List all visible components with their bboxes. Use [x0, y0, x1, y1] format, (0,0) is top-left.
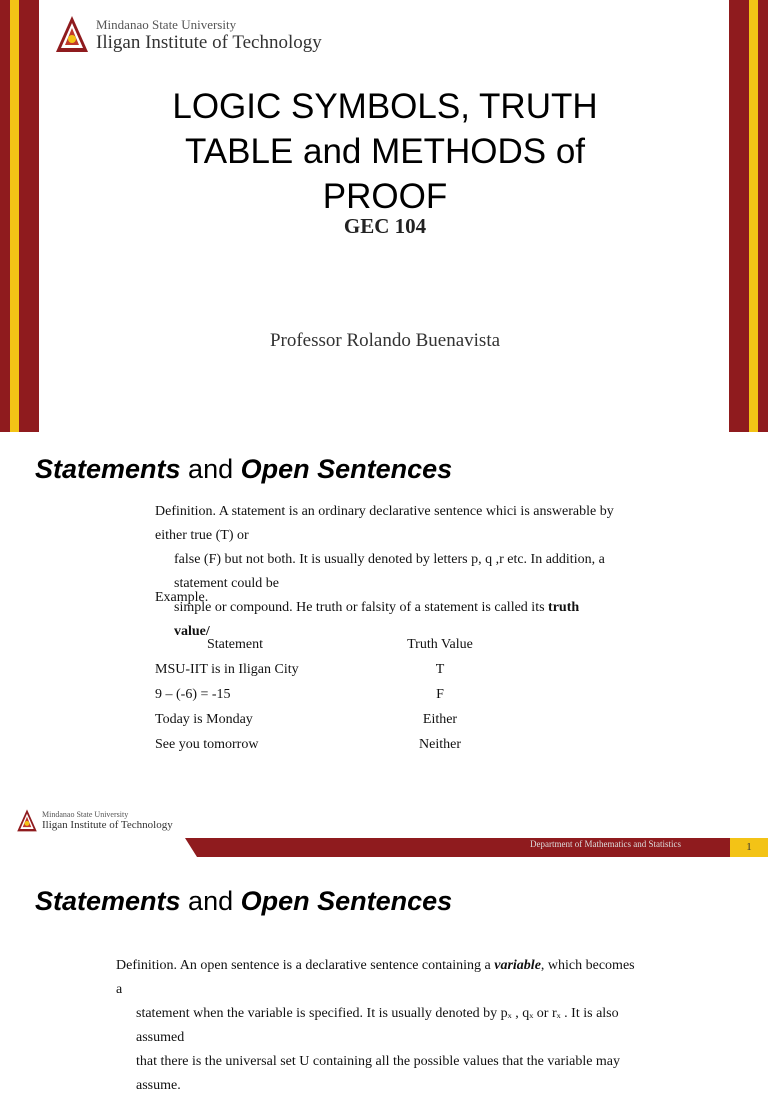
- msu-iit-seal-icon: [16, 808, 38, 834]
- definition-line-3: that there is the universal set U containing all the possible values that the variable may assume.: [136, 1054, 621, 1093]
- definition-line-1-suffix: , which becomes a: [116, 958, 635, 997]
- page-title: [60, 84, 710, 219]
- left-gold-stripe: [10, 0, 19, 432]
- heading-and: and: [180, 886, 241, 916]
- header-truth-value: Truth Value: [407, 636, 473, 652]
- table-row: [155, 682, 475, 707]
- footer-university-name: Mindanao State University: [42, 810, 129, 819]
- footer-logo: [16, 808, 173, 834]
- heading-statements: Statements: [35, 886, 181, 916]
- right-maroon-stripe-inner: [729, 0, 749, 432]
- heading-statements: Statements: [35, 454, 181, 484]
- footer-institute-name: Iligan Institute of Technology: [42, 819, 173, 831]
- row-statement: See you tomorrow: [155, 736, 259, 752]
- row-statement: 9 – (-6) = -15: [155, 686, 231, 702]
- variable-term: variable: [494, 958, 541, 973]
- definition-line-2: statement when the variable is specified. It is usually denoted by pₓ , qₓ or rₓ . It is also assumed: [136, 1006, 619, 1045]
- row-truth-value: Either: [422, 711, 458, 727]
- heading-open-sentences: Open Sentences: [240, 886, 453, 916]
- definition-line-1: [116, 954, 636, 1002]
- header-statement: Statement: [207, 636, 263, 652]
- open-sentence-definition: [116, 954, 636, 1098]
- title-line-1: LOGIC SYMBOLS, TRUTH: [172, 87, 598, 126]
- definition-line-1-prefix: Definition. An open sentence is a declarative sentence containing a: [116, 958, 495, 973]
- title-line-3: PROOF: [322, 177, 448, 216]
- left-maroon-stripe: [0, 0, 10, 432]
- title-slide: [0, 0, 768, 432]
- definition-line-3-text: simple or compound. He truth or falsity of a statement is called its: [174, 600, 549, 615]
- statements-slide: [0, 432, 768, 864]
- university-logo: [54, 14, 322, 56]
- author-name: Professor Rolando Buenavista: [269, 330, 501, 351]
- example-label: Example.: [155, 590, 209, 605]
- table-header-row: [155, 632, 475, 657]
- table-row: [155, 707, 475, 732]
- title-line-2: TABLE and METHODS of: [184, 132, 586, 171]
- slide-heading: [35, 454, 452, 485]
- left-maroon-stripe-inner: [19, 0, 39, 432]
- truth-value-term: truth value/: [174, 600, 580, 639]
- institute-name: Iligan Institute of Technology: [96, 32, 322, 53]
- row-truth-value: F: [436, 686, 444, 702]
- right-gold-stripe: [749, 0, 758, 432]
- footer-department: Department of Mathematics and Statistics: [530, 839, 681, 849]
- row-truth-value: T: [435, 661, 445, 677]
- open-sentences-slide: [0, 864, 768, 1093]
- heading-and: and: [180, 454, 241, 484]
- page-number: 1: [730, 838, 768, 857]
- slide-heading: [35, 886, 452, 917]
- msu-iit-seal-icon: [54, 14, 90, 56]
- table-row: [155, 657, 475, 682]
- truth-value-table: [155, 632, 475, 757]
- row-statement: Today is Monday: [155, 711, 253, 727]
- row-truth-value: Neither: [419, 736, 461, 752]
- right-maroon-stripe: [758, 0, 768, 432]
- heading-open-sentences: Open Sentences: [240, 454, 453, 484]
- table-row: [155, 732, 475, 757]
- definition-line-2: false (F) but not both. It is usually denoted by letters p, q ,r etc. In addition, a statement could be: [174, 552, 605, 591]
- row-statement: MSU-IIT is in Iligan City: [155, 661, 299, 677]
- definition-line-1: Definition. A statement is an ordinary declarative sentence whici is answerable by either true (T) or: [155, 504, 614, 543]
- course-code: GEC 104: [343, 214, 427, 238]
- slide-footer: [0, 808, 768, 864]
- university-name: Mindanao State University: [96, 17, 237, 32]
- statement-definition: [155, 500, 615, 644]
